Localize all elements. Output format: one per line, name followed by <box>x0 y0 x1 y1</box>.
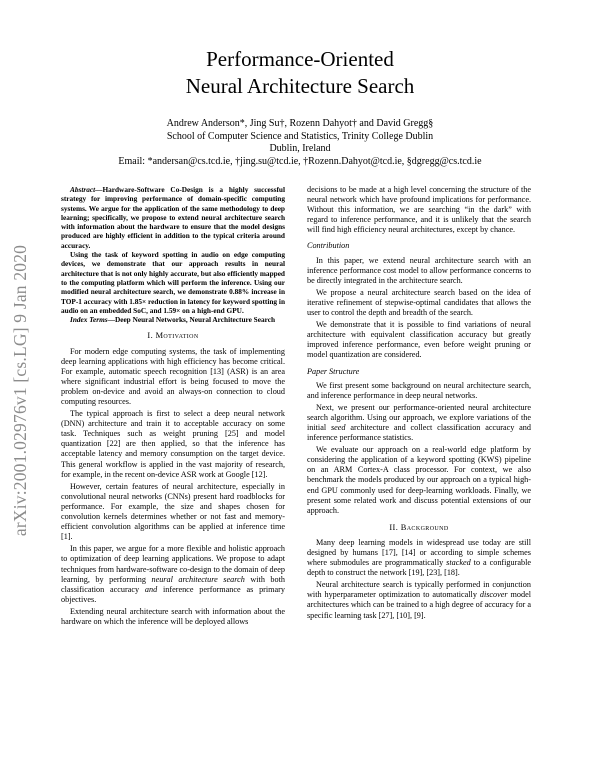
title-line-2: Neural Architecture Search <box>185 74 415 98</box>
paragraph: Next, we present our performance-oriented neural architecture search algorithm. Using our approach, we explore variations of the initial seed architecture and collect classification accuracy and inference performance statistics. <box>307 402 531 443</box>
index-terms: Index Terms—Deep Neural Networks, Neural Architecture Search <box>70 315 276 325</box>
paragraph: decisions to be made at a high level concerning the structure of the neural network which have profound implications for performance. Without this information, we are searching “in the dark” with regard to inference performance, and it is unlikely that the search will find high efficiency neural architectures, except by chance. <box>307 185 531 235</box>
paragraph: In this paper, we extend neural architecture search with an inference performance cost model to allow performance concerns to be directly integrated in the architecture search. <box>307 255 531 285</box>
index-terms-label: Index Terms <box>70 315 108 325</box>
right-column <box>307 185 531 623</box>
author-affiliation: School of Computer Science and Statistics, Trinity College Dublin <box>166 130 434 142</box>
abstract-paragraph-1: Abstract—Hardware-Software Co-Design is a highly successful strategy for improving performance of domain-specific computing systems. We argue for the application of the same methodology to deep learning; specifically, we propose to extend neural architecture search with information about the hardware to ensure that the model designs produced are highly efficient in addition to the typical criteria around accuracy. <box>61 185 285 250</box>
paragraph: Neural architecture search is typically performed in conjunction with hyperparameter optimization to automatically discover model architectures which can be trained to a high degree of accuracy for a specific learning task [27], [10], [9]. <box>307 580 531 620</box>
subsection-heading-contribution: Contribution <box>307 241 350 251</box>
author-block <box>60 118 540 168</box>
abstract-label: Abstract <box>70 185 96 194</box>
paragraph: However, certain features of neural architecture, especially in convolutional neural networks (CNNs) present hard roadblocks for performance. For example, the size and shapes chosen for convolution kernels determines whether or not fast and memory-efficient convolution algorithms can be applied at inference time [1]. <box>61 481 285 542</box>
arxiv-sidebar-text: arXiv:2001.02976v1 [cs.LG] 9 Jan 2020 <box>10 244 31 536</box>
paragraph: For modern edge computing systems, the task of implementing deep learning applications with high efficiency has become critical. For example, automatic speech recognition [13] (ASR) is an area where significant industrial effort is being focused to move the problem on-device and avoid an always-on connection to cloud computing resources. <box>61 346 285 407</box>
abstract-paragraph-2: Using the task of keyword spotting in audio on edge computing devices, we demonstrate that our approach results in neural architecture that is not only highly accurate, but also efficiently mapped to the computing platform which will perform the inference. Using our modified neural architecture search, we demonstrate 0.88% increase in TOP-1 accuracy with 1.85× reduction in latency for keyword spotting in audio on an embedded SoC, and 1.59× on a high-end GPU. <box>61 250 285 315</box>
abstract <box>61 185 285 324</box>
title-line-1: Performance-Oriented <box>206 47 394 71</box>
section-heading-motivation: I. Motivation <box>147 331 199 341</box>
author-location: Dublin, Ireland <box>269 143 331 155</box>
paragraph: We first present some background on neural architecture search, and inference performance in deep neural networks. <box>307 380 531 400</box>
paragraph: The typical approach is first to select a deep neural network (DNN) architecture and train it to acceptable accuracy on some task. Techniques such as weight pruning [25] and model quantization [22] are then applied, so that the inference has acceptable latency and memory consumption on the target device. This general workflow is applied in the vast majority of research, for example, in the recent on-device ASR work at Google [12]. <box>61 409 285 479</box>
paragraph: In this paper, we argue for a more flexible and holistic approach to optimization of deep learning applications. We propose to adapt techniques from hardware-software co-design to the domain of deep learning, by performing neural architecture search with both classification accuracy and inference performance as primary objectives. <box>61 544 285 604</box>
paragraph: We propose a neural architecture search based on the idea of iterative refinement of stepwise-optimal candidates that allows the user to control the depth and breadth of the search. <box>307 287 531 318</box>
subsection-heading-paper-structure: Paper Structure <box>307 366 360 376</box>
paragraph: Extending neural architecture search with information about the hardware on which the inference will be deployed allows <box>61 606 285 626</box>
author-email: Email: *andersan@cs.tcd.ie, †jing.su@tcd.ie, †Rozenn.Dahyot@tcd.ie, §dgregg@cs.tcd.ie <box>118 155 482 167</box>
left-column <box>61 185 285 629</box>
paragraph: Many deep learning models in widespread use today are still designed by humans [17], [14] or according to simple schemes where submodules are programmatically stacked to a configurable depth to construct the network [19], [23], [18]. <box>307 537 531 578</box>
paper-title <box>60 46 540 100</box>
author-names: Andrew Anderson*, Jing Su†, Rozenn Dahyot† and David Gregg§ <box>166 118 434 129</box>
arxiv-identifier <box>6 200 36 580</box>
paragraph: We evaluate our approach on a real-world edge platform by considering the application of a keyword spotting (KWS) pipeline on an ARM Cortex-A class processor. For context, we also benchmark the models produced by our approach on a typical high-end GPU commonly used for deep-learning workloads. Finally, we present some related work and discuss potential extensions of our approach. <box>307 445 531 515</box>
section-heading-background: II. Background <box>389 522 449 532</box>
paragraph: We demonstrate that it is possible to find variations of neural architecture with equivalent classification accuracy but greatly improved inference performance, even before weight pruning or model quantization are considered. <box>307 320 531 360</box>
